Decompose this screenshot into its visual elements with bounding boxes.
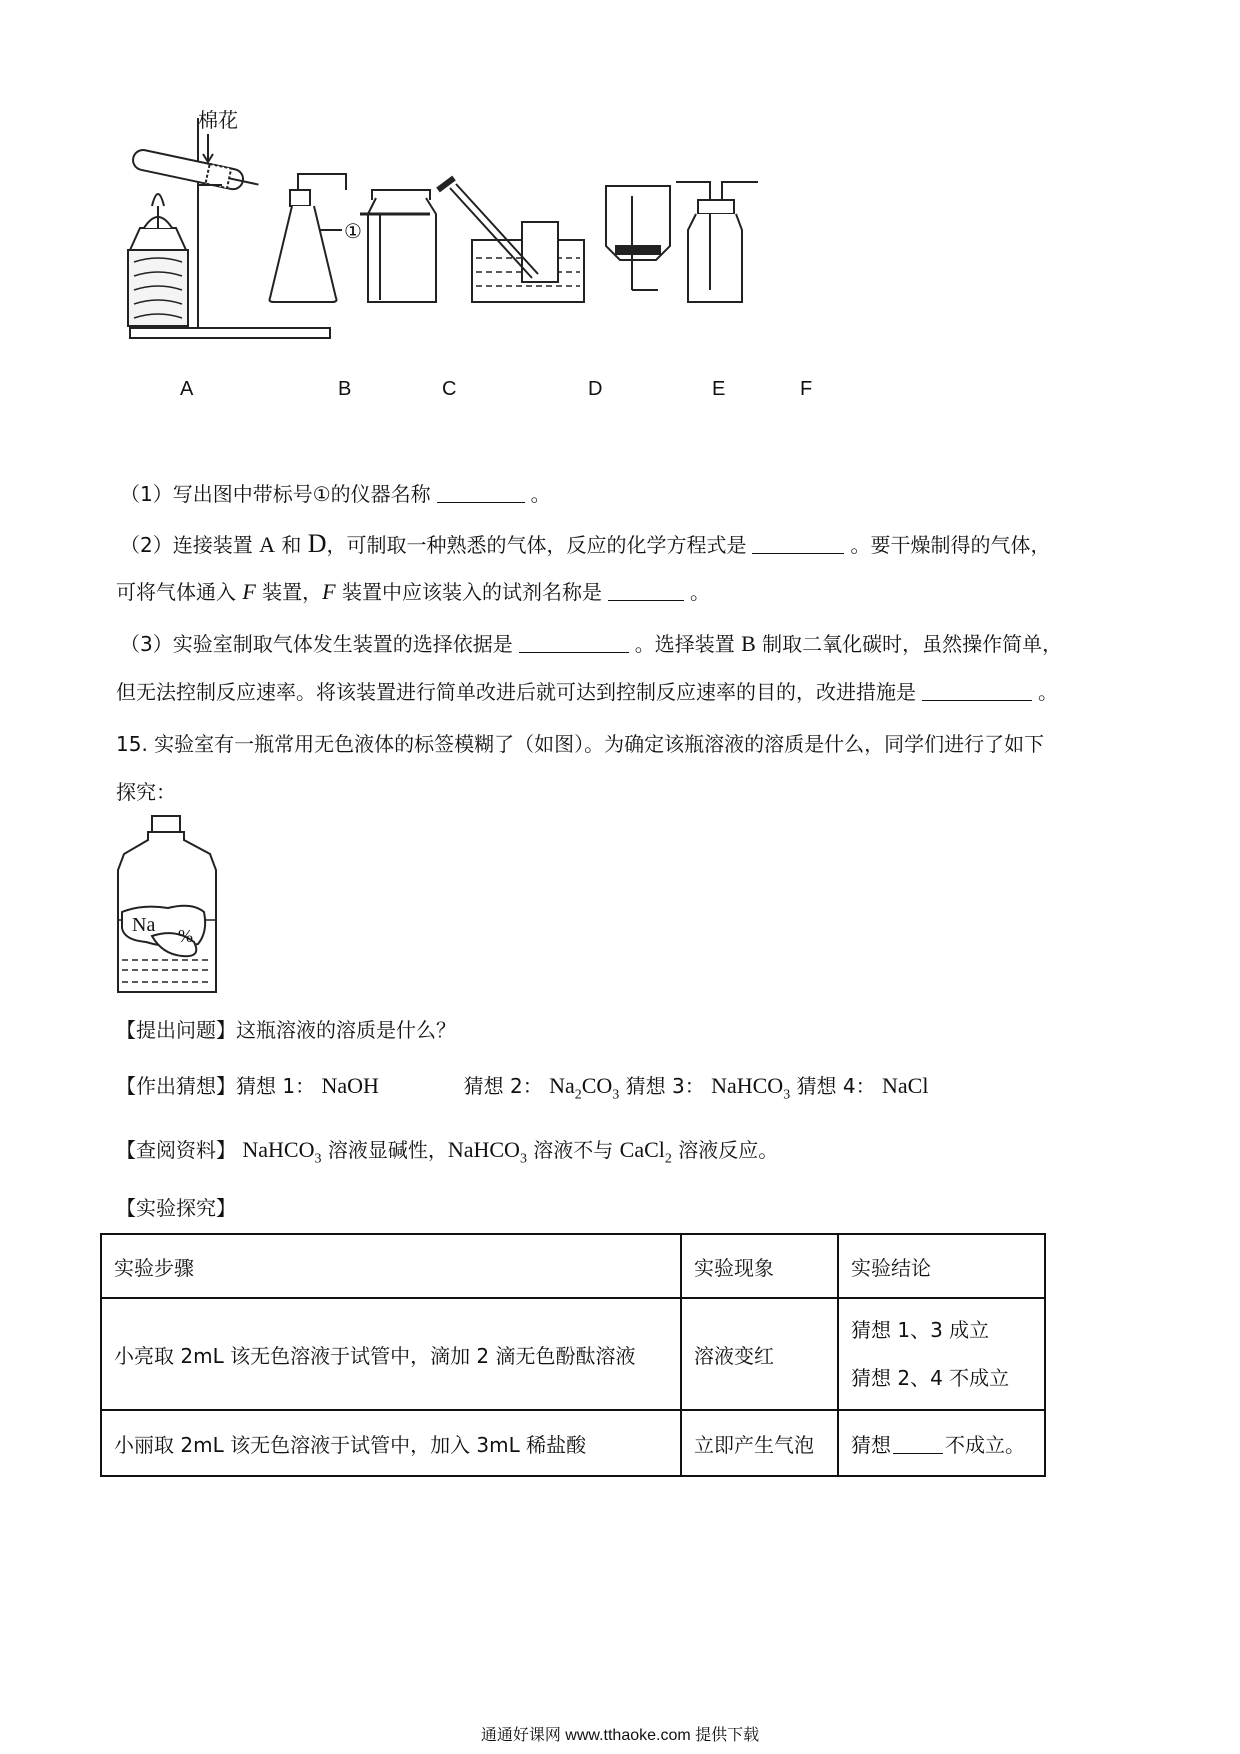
marker-label: ①	[344, 219, 362, 243]
answer-blank[interactable]	[893, 1433, 943, 1454]
apparatus-label-b: B	[338, 378, 352, 400]
table-row	[101, 1410, 1045, 1476]
experiment-table	[100, 1233, 1046, 1477]
reagent-bottle-figure	[112, 812, 222, 994]
q14-part2-line1: （2）连接装置 A 和 D，可制取一种熟悉的气体，反应的化学方程式是 。要干燥制得的气体，	[120, 529, 1051, 558]
apparatus-label-e: E	[712, 378, 726, 400]
q15-reference: 【查阅资料】 NaHCO$_3$ 溶液显碱性，NaHCO$_3$ 溶液不与 CaCl$_2$ 溶液反应。	[116, 1137, 779, 1167]
answer-blank[interactable]	[608, 580, 684, 601]
page-footer: 通通好课网 www.tthaoke.com 提供下载	[480, 1727, 760, 1744]
table-cell: 猜想 不成立。	[838, 1410, 1045, 1476]
apparatus-f	[676, 182, 758, 302]
q14-part2-line2: 可将气体通入 F 装置，F 装置中应该装入的试剂名称是 。	[116, 579, 710, 604]
apparatus-figure	[110, 110, 890, 360]
q15-intro-line2: 探究：	[116, 780, 176, 804]
apparatus-e	[606, 186, 670, 290]
answer-blank[interactable]	[922, 680, 1032, 701]
q14-part1: （1）写出图中带标号①的仪器名称 。	[120, 482, 551, 506]
table-header: 实验结论	[838, 1234, 1045, 1298]
apparatus-label-a: A	[180, 378, 194, 400]
bottle-label-percent: %	[178, 926, 193, 946]
table-cell: 小丽取 2mL 该无色溶液于试管中，加入 3mL 稀盐酸	[101, 1410, 681, 1476]
answer-blank[interactable]	[752, 533, 844, 554]
table-row	[101, 1298, 1045, 1410]
q14-part3-line1: （3）实验室制取气体发生装置的选择依据是 。选择装置 B 制取二氧化碳时，虽然操作简单，	[120, 631, 1063, 656]
table-cell: 溶液变红	[681, 1298, 838, 1410]
apparatus-label-d: D	[588, 378, 603, 400]
q15-question: 【提出问题】这瓶溶液的溶质是什么？	[116, 1018, 456, 1042]
table-header: 实验现象	[681, 1234, 838, 1298]
answer-blank[interactable]	[437, 482, 525, 503]
apparatus-d	[438, 178, 584, 302]
q14-part3-line2: 但无法控制反应速率。将该装置进行简单改进后就可达到控制反应速率的目的，改进措施是 。	[116, 680, 1058, 704]
apparatus-b	[270, 174, 347, 302]
apparatus-label-c: C	[442, 378, 457, 400]
table-cell: 小亮取 2mL 该无色溶液于试管中，滴加 2 滴无色酚酞溶液	[101, 1298, 681, 1410]
q15-explore-heading: 【实验探究】	[116, 1196, 236, 1220]
q15-intro-line1: 15. 实验室有一瓶常用无色液体的标签模糊了（如图）。为确定该瓶溶液的溶质是什么，同学们进行了如下	[116, 732, 1045, 756]
table-cell: 立即产生气泡	[681, 1410, 838, 1476]
cotton-label: 棉花	[198, 108, 238, 132]
apparatus-label-f: F	[800, 378, 813, 400]
q15-guesses: 【作出猜想】猜想 1： NaOH 猜想 2： $Na_2CO_3$ 猜想 3： NaHCO$_3$ 猜想 4： NaCl	[116, 1073, 929, 1103]
apparatus-c	[360, 190, 436, 302]
table-header-row	[101, 1234, 1045, 1298]
answer-blank[interactable]	[519, 632, 629, 653]
table-cell: 猜想 1、3 成立 猜想 2、4 不成立	[838, 1298, 1045, 1410]
bottle-label-na: Na	[132, 914, 156, 936]
table-header: 实验步骤	[101, 1234, 681, 1298]
